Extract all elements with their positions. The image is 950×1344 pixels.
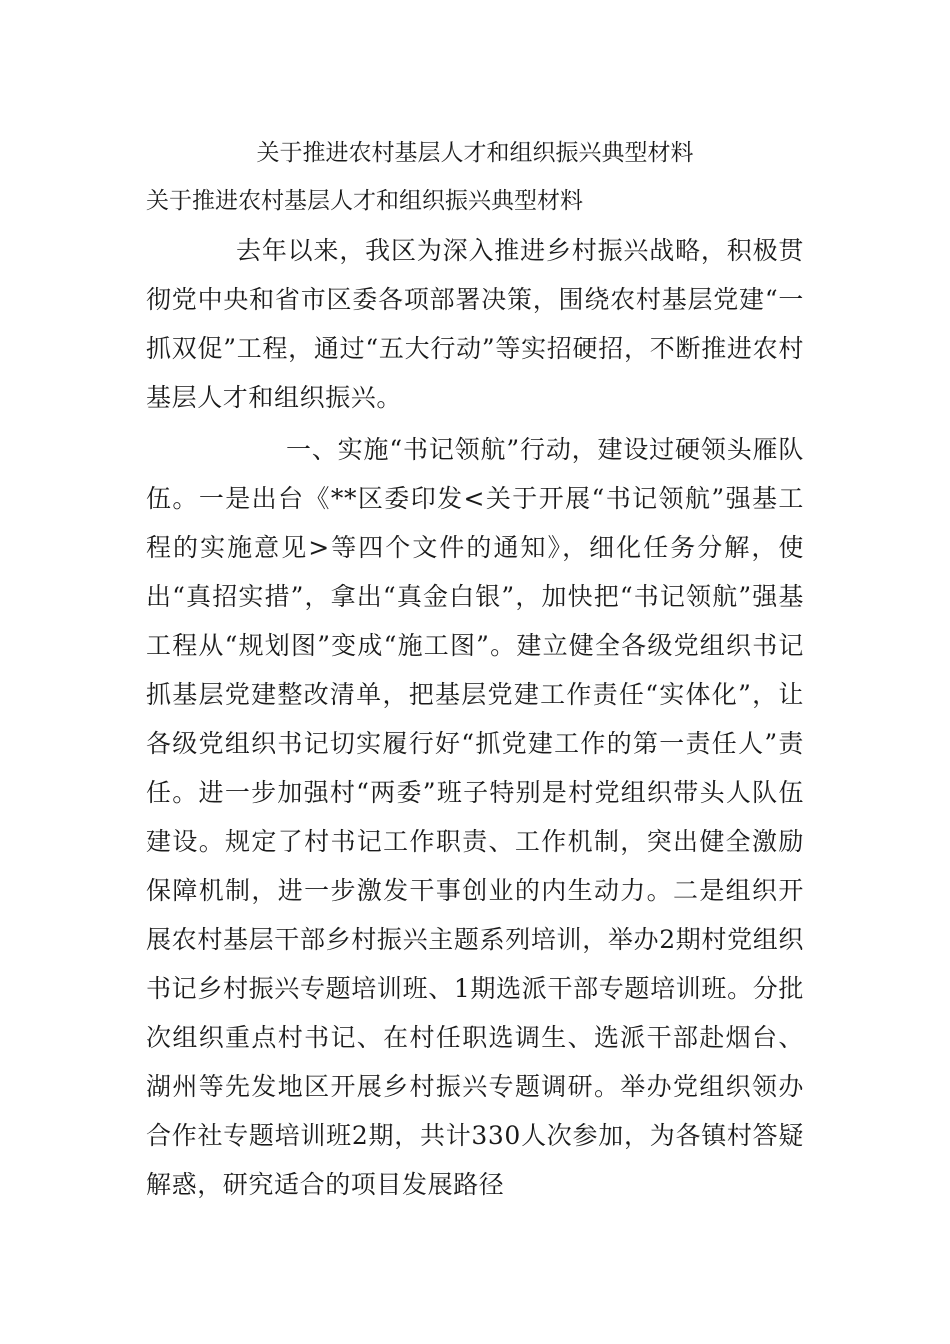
paragraph-intro: 去年以来，我区为深入推进乡村振兴战略，积极贯彻党中央和省市区委各项部署决策，围绕农村基层党建“一抓双促”工程，通过“五大行动”等实招硬招，不断推进农村基层人才和组织振兴。 <box>146 236 804 412</box>
paragraph-section-one: 一、实施“书记领航”行动，建设过硬领头雁队伍。一是出台《**区委印发<关于开展“书记领航”强基工程的实施意见>等四个文件的通知》，细化任务分解，使出“真招实措”，拿出“真金白银”，加快把“书记领航”强基工程从“规划图”变成“施工图”。建立健全各级党组织书记抓基层党建整改清单，把基层党建工作责任“实体化”，让各级党组织书记切实履行好“抓党建工作的第一责任人”责任。进一步加强村“两委”班子特别是村党组织带头人队伍建设。规定了村书记工作职责、工作机制，突出健全激励保障机制，进一步激发干事创业的内生动力。二是组织开展农村基层干部乡村振兴主题系列培训，举办2期村党组织书记乡村振兴专题培训班、1期选派干部专题培训班。分批次组织重点村书记、在村任职选调生、选派干部赴烟台、湖州等先发地区开展乡村振兴专题调研。举办党组织领办合作社专题培训班2期，共计330人次参加，为各镇村答疑解惑，研究适合的项目发展路径 <box>146 435 804 1199</box>
document-title: 关于推进农村基层人才和组织振兴典型材料 <box>256 140 694 166</box>
document-subtitle: 关于推进农村基层人才和组织振兴典型材料 <box>146 188 583 214</box>
